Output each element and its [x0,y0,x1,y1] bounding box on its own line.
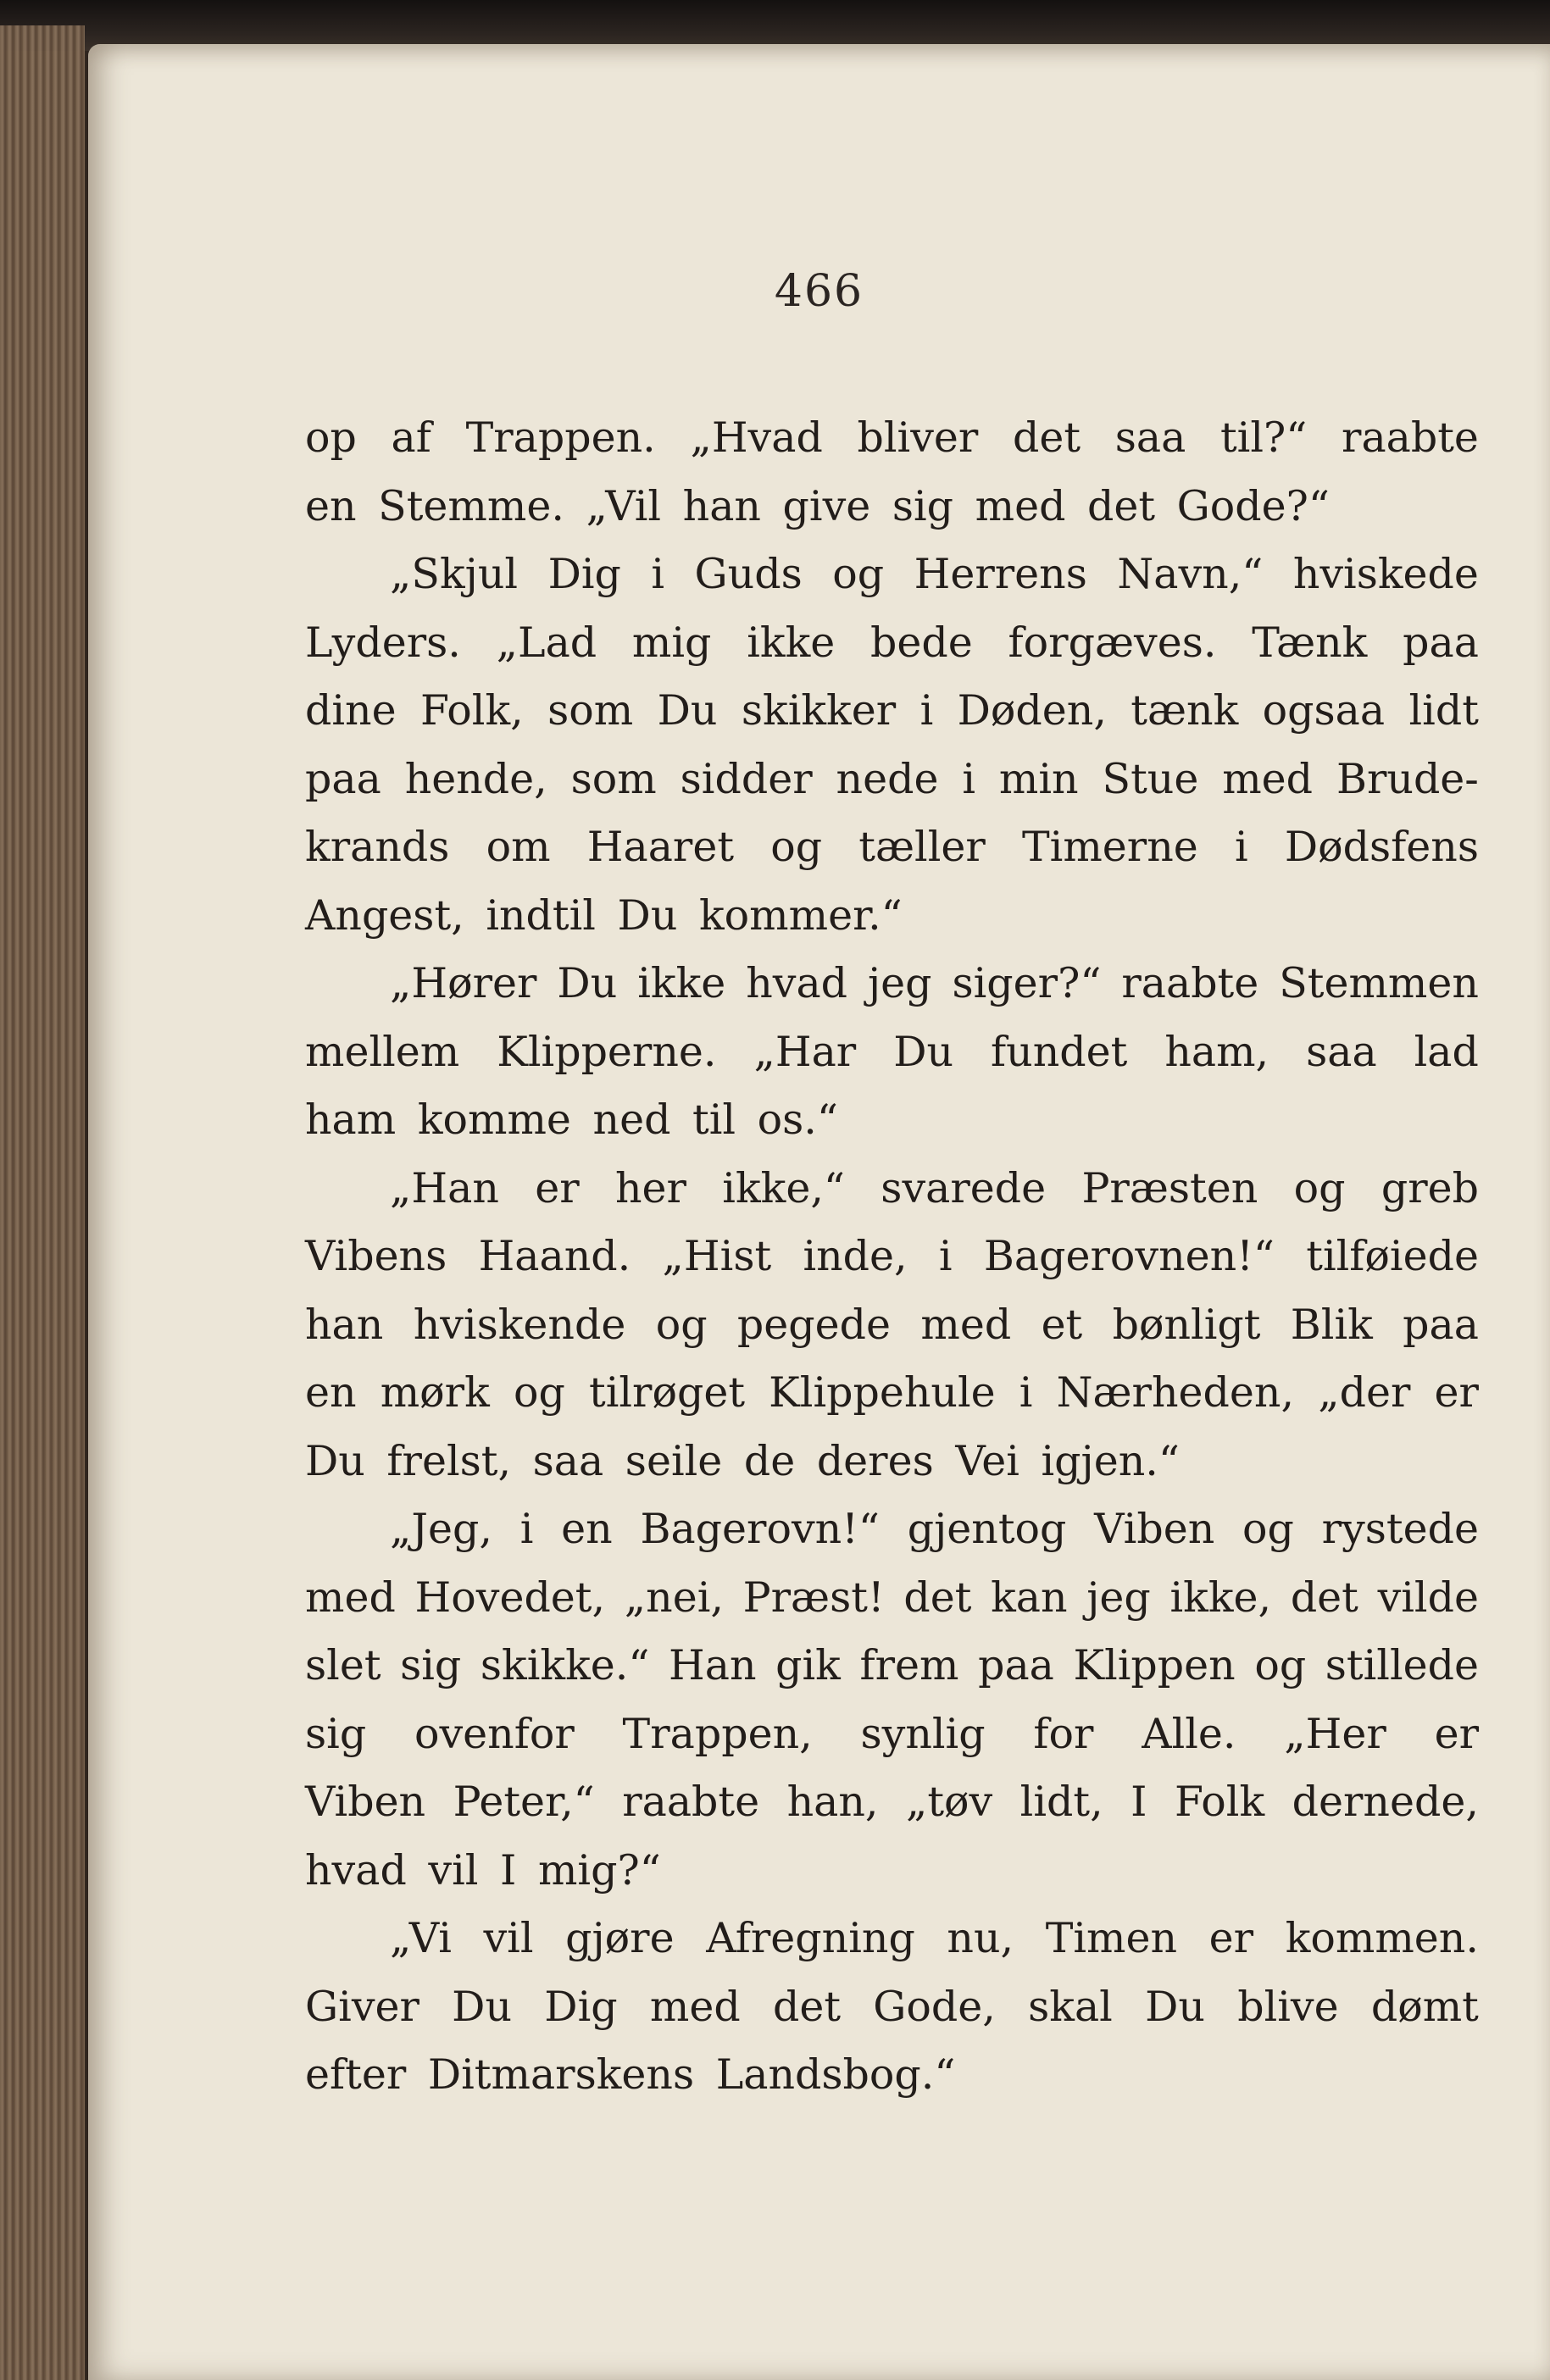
word: i [1234,823,1248,871]
text-line [305,1086,1479,1155]
word: skal [1028,1982,1113,2031]
text-line [305,1837,1479,1906]
word: et [1041,1300,1083,1349]
word: Blik [1290,1300,1373,1349]
word: vilde [1377,1573,1479,1622]
text-line [305,1700,1479,1769]
word: tilføiede [1306,1232,1479,1280]
word: „tøv [905,1778,993,1826]
word: Du [893,1027,954,1076]
word: Timen [1045,1914,1178,1962]
word: „Vi [390,1914,452,1962]
word: lidt [1408,686,1479,735]
word: er [1434,1368,1479,1417]
word: Vei [955,1436,1042,1485]
word: „nei, [624,1573,724,1622]
text-line [305,1223,1479,1291]
text-line [305,1564,1479,1633]
body-text [305,404,1479,2110]
word: med [920,1300,1012,1349]
word: Vibens [305,1232,447,1280]
word: Navn,“ [1117,550,1264,598]
word: Klippehule [769,1368,996,1417]
word: os.“ [757,1096,838,1144]
word: han, [786,1778,879,1826]
word: med [975,481,1088,530]
word: sig [400,1641,462,1689]
word: give [782,481,892,530]
word: skikker [741,686,897,735]
word: som [570,754,657,803]
word: stillede [1325,1641,1479,1689]
word: „Lad [496,618,597,667]
word: komme [417,1096,593,1144]
word: paa [1403,618,1479,667]
page-number: 466 [774,266,864,317]
word: frem [859,1641,959,1689]
word: ovenfor [414,1709,575,1758]
word: hende, [404,754,547,803]
word: det [772,1982,842,2031]
word: det [903,1573,972,1622]
text-line [305,473,1479,541]
word: Du [452,1982,513,2031]
word: tænk [1131,686,1239,735]
word: i [919,686,934,735]
word: det [1290,1573,1358,1622]
book-page-edges [0,25,85,2380]
word: krands [305,823,450,871]
word: bliver [857,413,979,462]
word: Hovedet, [414,1573,606,1622]
word: Bagerovn!“ [640,1505,880,1553]
word: indtil [486,890,618,940]
word: han [305,1300,384,1349]
word: og [1293,1163,1346,1212]
word: jeg [867,959,932,1007]
word: Han [669,1641,757,1689]
word: i [519,1505,534,1553]
word: i [651,550,665,598]
word: Du [305,1436,387,1485]
word: de [743,1436,817,1485]
text-line [305,1291,1479,1360]
word: „Hist [662,1232,772,1280]
word: ikke, [1169,1573,1272,1622]
word: Afregning [706,1914,915,1962]
word: dine [305,686,397,735]
word: raabte [1121,959,1259,1007]
word: hviskende [413,1300,626,1349]
word: Viben [1094,1505,1215,1553]
word: seile [625,1436,744,1485]
word: paa [978,1641,1054,1689]
text-line [305,813,1479,882]
word: rystede [1321,1505,1479,1553]
word: forgæves. [1008,618,1217,667]
word: blive [1237,1982,1339,2031]
word: om [486,823,551,871]
word: ham, [1164,1027,1269,1076]
word: Gode?“ [1176,481,1330,530]
word: Ditmarskens [427,2050,716,2099]
word: dømt [1370,1982,1479,2031]
word: for [1033,1709,1094,1758]
word: Dig [544,1982,618,2031]
word: Dødsfens [1284,823,1479,871]
word: gjøre [565,1914,675,1962]
word: Stue [1102,754,1199,803]
word: dernede, [1292,1778,1479,1826]
word: Du [557,959,618,1007]
text-line [305,1495,1479,1564]
word: slet [305,1641,381,1689]
word: en [561,1505,613,1553]
word: kan [991,1573,1068,1622]
word: det [1013,413,1081,462]
word: og [832,550,885,598]
word: skikke.“ [480,1641,650,1689]
word: af [391,413,431,462]
word: med [649,1982,741,2031]
word: er [1434,1709,1479,1758]
word: i [938,1232,953,1280]
text-line [305,1905,1479,1973]
word: Præsten [1081,1163,1258,1212]
word: op [305,413,357,462]
word: og [513,1368,565,1417]
word: i [962,754,976,803]
word: Lyders. [305,618,461,667]
word: sidder [680,754,813,803]
word: lad [1414,1027,1479,1076]
word: Alle. [1142,1709,1236,1758]
word: saa [1114,413,1186,462]
word: ned [592,1096,693,1144]
word: Guds [694,550,803,598]
word: Du [1145,1982,1205,2031]
word: Nærheden, [1056,1368,1295,1417]
text-line [305,1632,1479,1700]
word: Brude- [1336,754,1479,803]
word: Folk [1174,1778,1265,1826]
word: Klipperne. [497,1027,717,1076]
word: Angest, [305,890,486,940]
word: svarede [881,1163,1047,1212]
word: sig [305,1709,367,1758]
word: Dig [547,550,621,598]
word: ogsaa [1262,686,1386,735]
word: det [1087,481,1177,530]
word: Døden, [957,686,1107,735]
word: „Her [1284,1709,1386,1758]
word: „Hører [390,959,537,1007]
word: raabte [1342,413,1479,462]
word: raabte [622,1778,760,1826]
word: med [1222,754,1314,803]
word: ikke [747,618,836,667]
text-line [305,882,1479,951]
word: er [535,1163,580,1212]
word: her [614,1163,686,1212]
word: frelst, [386,1436,533,1485]
word: ham [305,1096,418,1144]
word: mørk [380,1368,490,1417]
text-line [305,677,1479,746]
word: „Vil [586,481,683,530]
word: mig [631,618,712,667]
word: inde, [803,1232,908,1280]
word: og [1242,1505,1294,1553]
word: Trappen, [622,1709,813,1758]
word: jeg [1086,1573,1151,1622]
word: og [770,823,823,871]
book-top-edge [0,0,1550,51]
word: Giver [305,1982,419,2031]
text-line [305,746,1479,814]
word: saa [1306,1027,1377,1076]
word: en [305,481,379,530]
word: paa [305,754,381,803]
word: greb [1381,1163,1479,1212]
word: til [692,1096,758,1144]
word: deres [816,1436,956,1485]
word: Timerne [1021,823,1198,871]
word: „Har [753,1027,857,1076]
word: lidt, [1019,1778,1103,1826]
text-line [305,1359,1479,1428]
word: Bagerovnen!“ [983,1232,1275,1280]
word: vil [428,1845,501,1895]
word: ikke,“ [722,1163,845,1212]
word: bønligt [1112,1300,1261,1349]
text-line [305,541,1479,609]
text-line [305,1155,1479,1223]
word: I [1131,1778,1147,1826]
word: bede [870,618,973,667]
word: siger?“ [952,959,1102,1007]
text-line [305,1768,1479,1837]
word: hviskede [1292,550,1479,598]
word: fundet [991,1027,1128,1076]
word: „der [1318,1368,1411,1417]
word: Du [617,890,699,940]
word: „Han [390,1163,499,1212]
word: efter [305,2050,428,2099]
word: igjen.“ [1041,1436,1180,1485]
word: som [547,686,634,735]
word: Gode, [873,1982,996,2031]
word: Haand. [478,1232,631,1280]
word: Herrens [914,550,1087,598]
word: i [1019,1368,1033,1417]
word: og [1254,1641,1307,1689]
word: med [305,1573,396,1622]
word: min [998,754,1079,803]
word: synlig [860,1709,986,1758]
word: „Hvad [690,413,823,462]
word: Tænk [1252,618,1368,667]
text-line [305,1973,1479,2042]
word: mellem [305,1027,460,1076]
word: tæller [858,823,986,871]
word: til?“ [1219,413,1308,462]
word: mig?“ [537,1845,661,1895]
word: en [305,1368,357,1417]
text-line [305,2041,1479,2110]
word: pegede [736,1300,892,1349]
word: Haaret [586,823,735,871]
word: Trappen. [465,413,656,462]
word: nede [836,754,939,803]
text-line [305,404,1479,473]
word: Viben [305,1778,426,1826]
word: er [1208,1914,1254,1962]
word: sig [892,481,975,530]
word: „Jeg, [390,1505,492,1553]
word: saa [532,1436,625,1485]
word: Du [657,686,718,735]
text-line [305,1428,1479,1496]
word: og [655,1300,708,1349]
word: gik [775,1641,841,1689]
word: Stemmen [1279,959,1479,1007]
word: kommen. [1285,1914,1479,1962]
word: hvad [746,959,848,1007]
word: Præst! [742,1573,885,1622]
word: gjentog [907,1505,1067,1553]
word: kommer.“ [698,890,903,940]
word: vil [483,1914,534,1962]
word: hvad [305,1845,429,1895]
book-page [88,44,1550,2380]
word: Folk, [419,686,524,735]
word: ikke [637,959,726,1007]
word: Landsbog.“ [715,2050,956,2099]
word: paa [1403,1300,1479,1349]
text-line [305,609,1479,678]
text-line [305,1018,1479,1087]
text-line [305,950,1479,1018]
word: „Skjul [390,550,519,598]
word: han [682,481,783,530]
word: Klippen [1073,1641,1236,1689]
word: I [500,1845,538,1895]
word: Peter,“ [453,1778,595,1826]
word: nu, [947,1914,1014,1962]
word: Stemme. [378,481,586,530]
word: tilrøget [589,1368,746,1417]
